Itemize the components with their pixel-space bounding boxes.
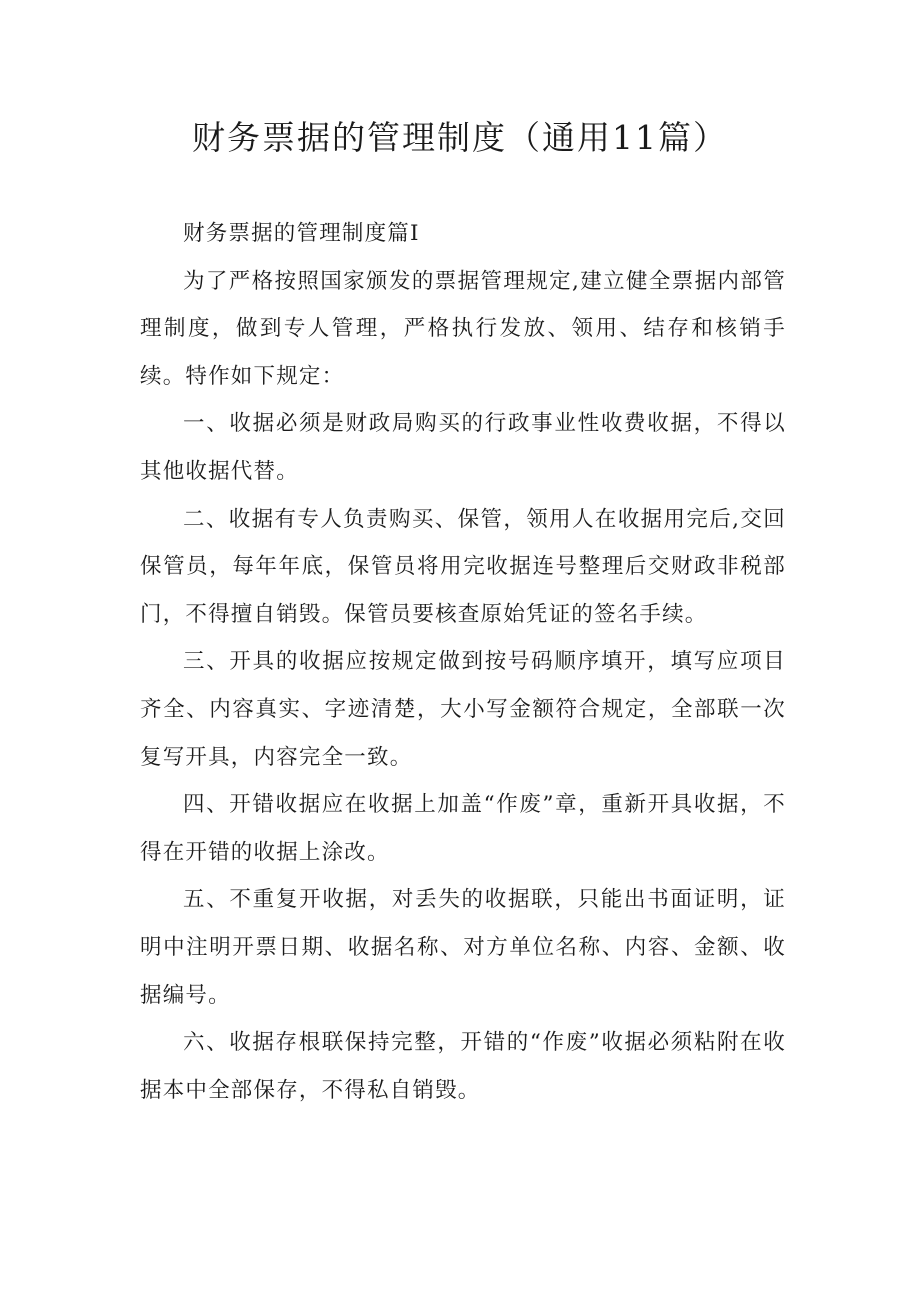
document-body <box>140 210 786 1114</box>
document-title: 财务票据的管理制度（通用11篇） <box>192 118 728 157</box>
paragraph: 一、收据必须是财政局购买的行政事业性收费收据，不得以其他收据代替。 <box>140 411 786 484</box>
paragraph: 六、收据存根联保持完整，开错的“作废”收据必须粘附在收据本中全部保存，不得私自销毁。 <box>140 1030 786 1103</box>
section-heading: 财务票据的管理制度篇I <box>183 221 420 246</box>
paragraph: 为了严格按照国家颁发的票据管理规定,建立健全票据内部管理制度，做到专人管理，严格执行发放、领用、结存和核销手续。特作如下规定： <box>140 268 786 389</box>
paragraph: 二、收据有专人负责购买、保管，领用人在收据用完后,交回保管员，每年年底，保管员将用完收据连号整理后交财政非税部门，不得擅自销毁。保管员要核查原始凭证的签名手续。 <box>140 506 786 627</box>
paragraph: 五、不重复开收据，对丢失的收据联，只能出书面证明，证明中注明开票日期、收据名称、对方单位名称、内容、金额、收据编号。 <box>140 887 786 1008</box>
paragraph: 三、开具的收据应按规定做到按号码顺序填开，填写应项目齐全、内容真实、字迹清楚，大小写金额符合规定，全部联一次复写开具，内容完全一致。 <box>140 649 786 770</box>
paragraph: 四、开错收据应在收据上加盖“作废”章，重新开具收据，不得在开错的收据上涂改。 <box>140 792 786 865</box>
